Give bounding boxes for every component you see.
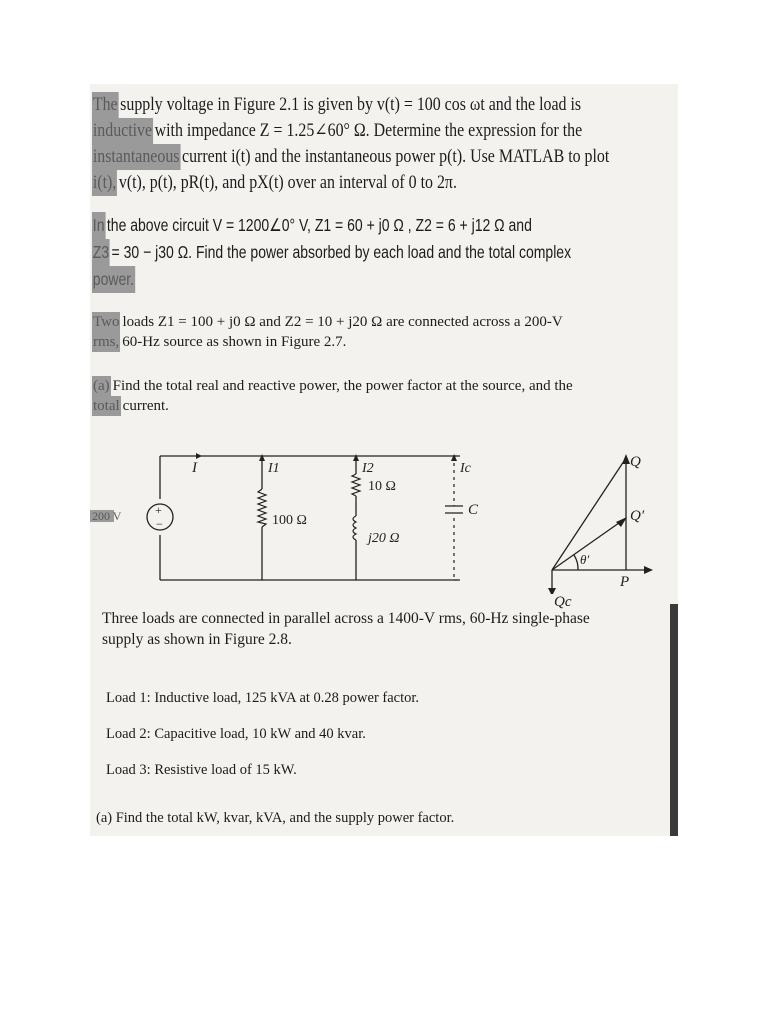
problem-3-line-2: rms, 60-Hz source as shown in Figure 2.7. [93, 334, 347, 350]
power-triangle-arrows [548, 454, 653, 594]
problem-2-line-1: In the above circuit V = 1200∠0° V, Z1 = 60 + j0 Ω , Z2 = 6 + j12 Ω and [92, 212, 561, 239]
problem-3-line-1: Two loads Z1 = 100 + j0 Ω and Z2 = 10 + j20 Ω are connected across a 200-V [93, 314, 563, 330]
problem-2-line-2: Z3 = 30 − j30 Ω. Find the power absorbed by each load and the total complex [92, 239, 561, 266]
resistor-10-label: 10 Ω [368, 479, 396, 494]
problem-3a-line-1: (a) Find the total real and reactive power, the power factor at the source, and the [93, 378, 573, 394]
load-1-text: Load 1: Inductive load, 125 kVA at 0.28 power factor. [106, 690, 420, 706]
current-arrows [196, 453, 457, 461]
resistor-100-icon [258, 489, 266, 527]
source-voltage-label: 200 V [92, 509, 122, 523]
page-edge-shadow [670, 604, 678, 836]
circuit-figure [90, 444, 678, 594]
phasor-p-label: P [620, 574, 630, 590]
current-i1-label: I1 [268, 461, 280, 476]
problem-1-line-2: inductive with impedance Z = 1.25∠60° Ω. Determine the expression for the [92, 118, 596, 144]
current-i-label: I [192, 460, 197, 476]
scanned-textbook-page [90, 84, 678, 836]
source-minus-label: − [156, 517, 163, 531]
problem-1-line-4: i(t), v(t), p(t), pR(t), and pX(t) over an interval of 0 to 2π. [92, 170, 596, 196]
capacitor-label: C [468, 502, 479, 518]
problem-4-text [102, 608, 678, 650]
problem-4-line-1: Three loads are connected in parallel across a 1400-V rms, 60-Hz single-phase [102, 610, 590, 627]
problem-3a-line-2: total current. [93, 398, 169, 414]
load-2-text: Load 2: Capacitive load, 10 kW and 40 kvar. [106, 726, 366, 742]
resistor-10-icon [352, 474, 360, 496]
circuit-wires [160, 456, 460, 580]
load-3-text: Load 3: Resistive load of 15 kW. [106, 762, 297, 778]
problem-3-text [92, 312, 678, 352]
problem-4-line-2: supply as shown in Figure 2.8. [102, 631, 292, 648]
capacitor-icon [445, 506, 463, 513]
problem-1-text [92, 92, 610, 196]
phasor-q-prime-label: Q′ [630, 508, 645, 524]
inductor-j20-label: j20 Ω [368, 531, 400, 546]
problem-1-line-1: The supply voltage in Figure 2.1 is given by v(t) = 100 cos ωt and the load is [92, 92, 596, 118]
resistor-100-label: 100 Ω [272, 513, 307, 528]
phasor-theta-label: θ′ [580, 552, 590, 567]
problem-1-line-3: instantaneous current i(t) and the instantaneous power p(t). Use MATLAB to plot [92, 144, 596, 170]
phasor-qc-label: Qc [554, 594, 572, 610]
source-plus-label: + [155, 503, 162, 517]
phasor-q-label: Q [630, 454, 641, 470]
current-ic-label: Ic [460, 461, 471, 476]
inductor-j20-icon [353, 516, 356, 540]
question-a-text: (a) Find the total kW, kvar, kVA, and the supply power factor. [96, 810, 455, 826]
current-i2-label: I2 [362, 461, 374, 476]
problem-2-text [92, 212, 572, 293]
problem-2-line-3: power. [92, 266, 561, 293]
problem-3a-text [92, 376, 678, 416]
power-triangle [552, 458, 650, 594]
